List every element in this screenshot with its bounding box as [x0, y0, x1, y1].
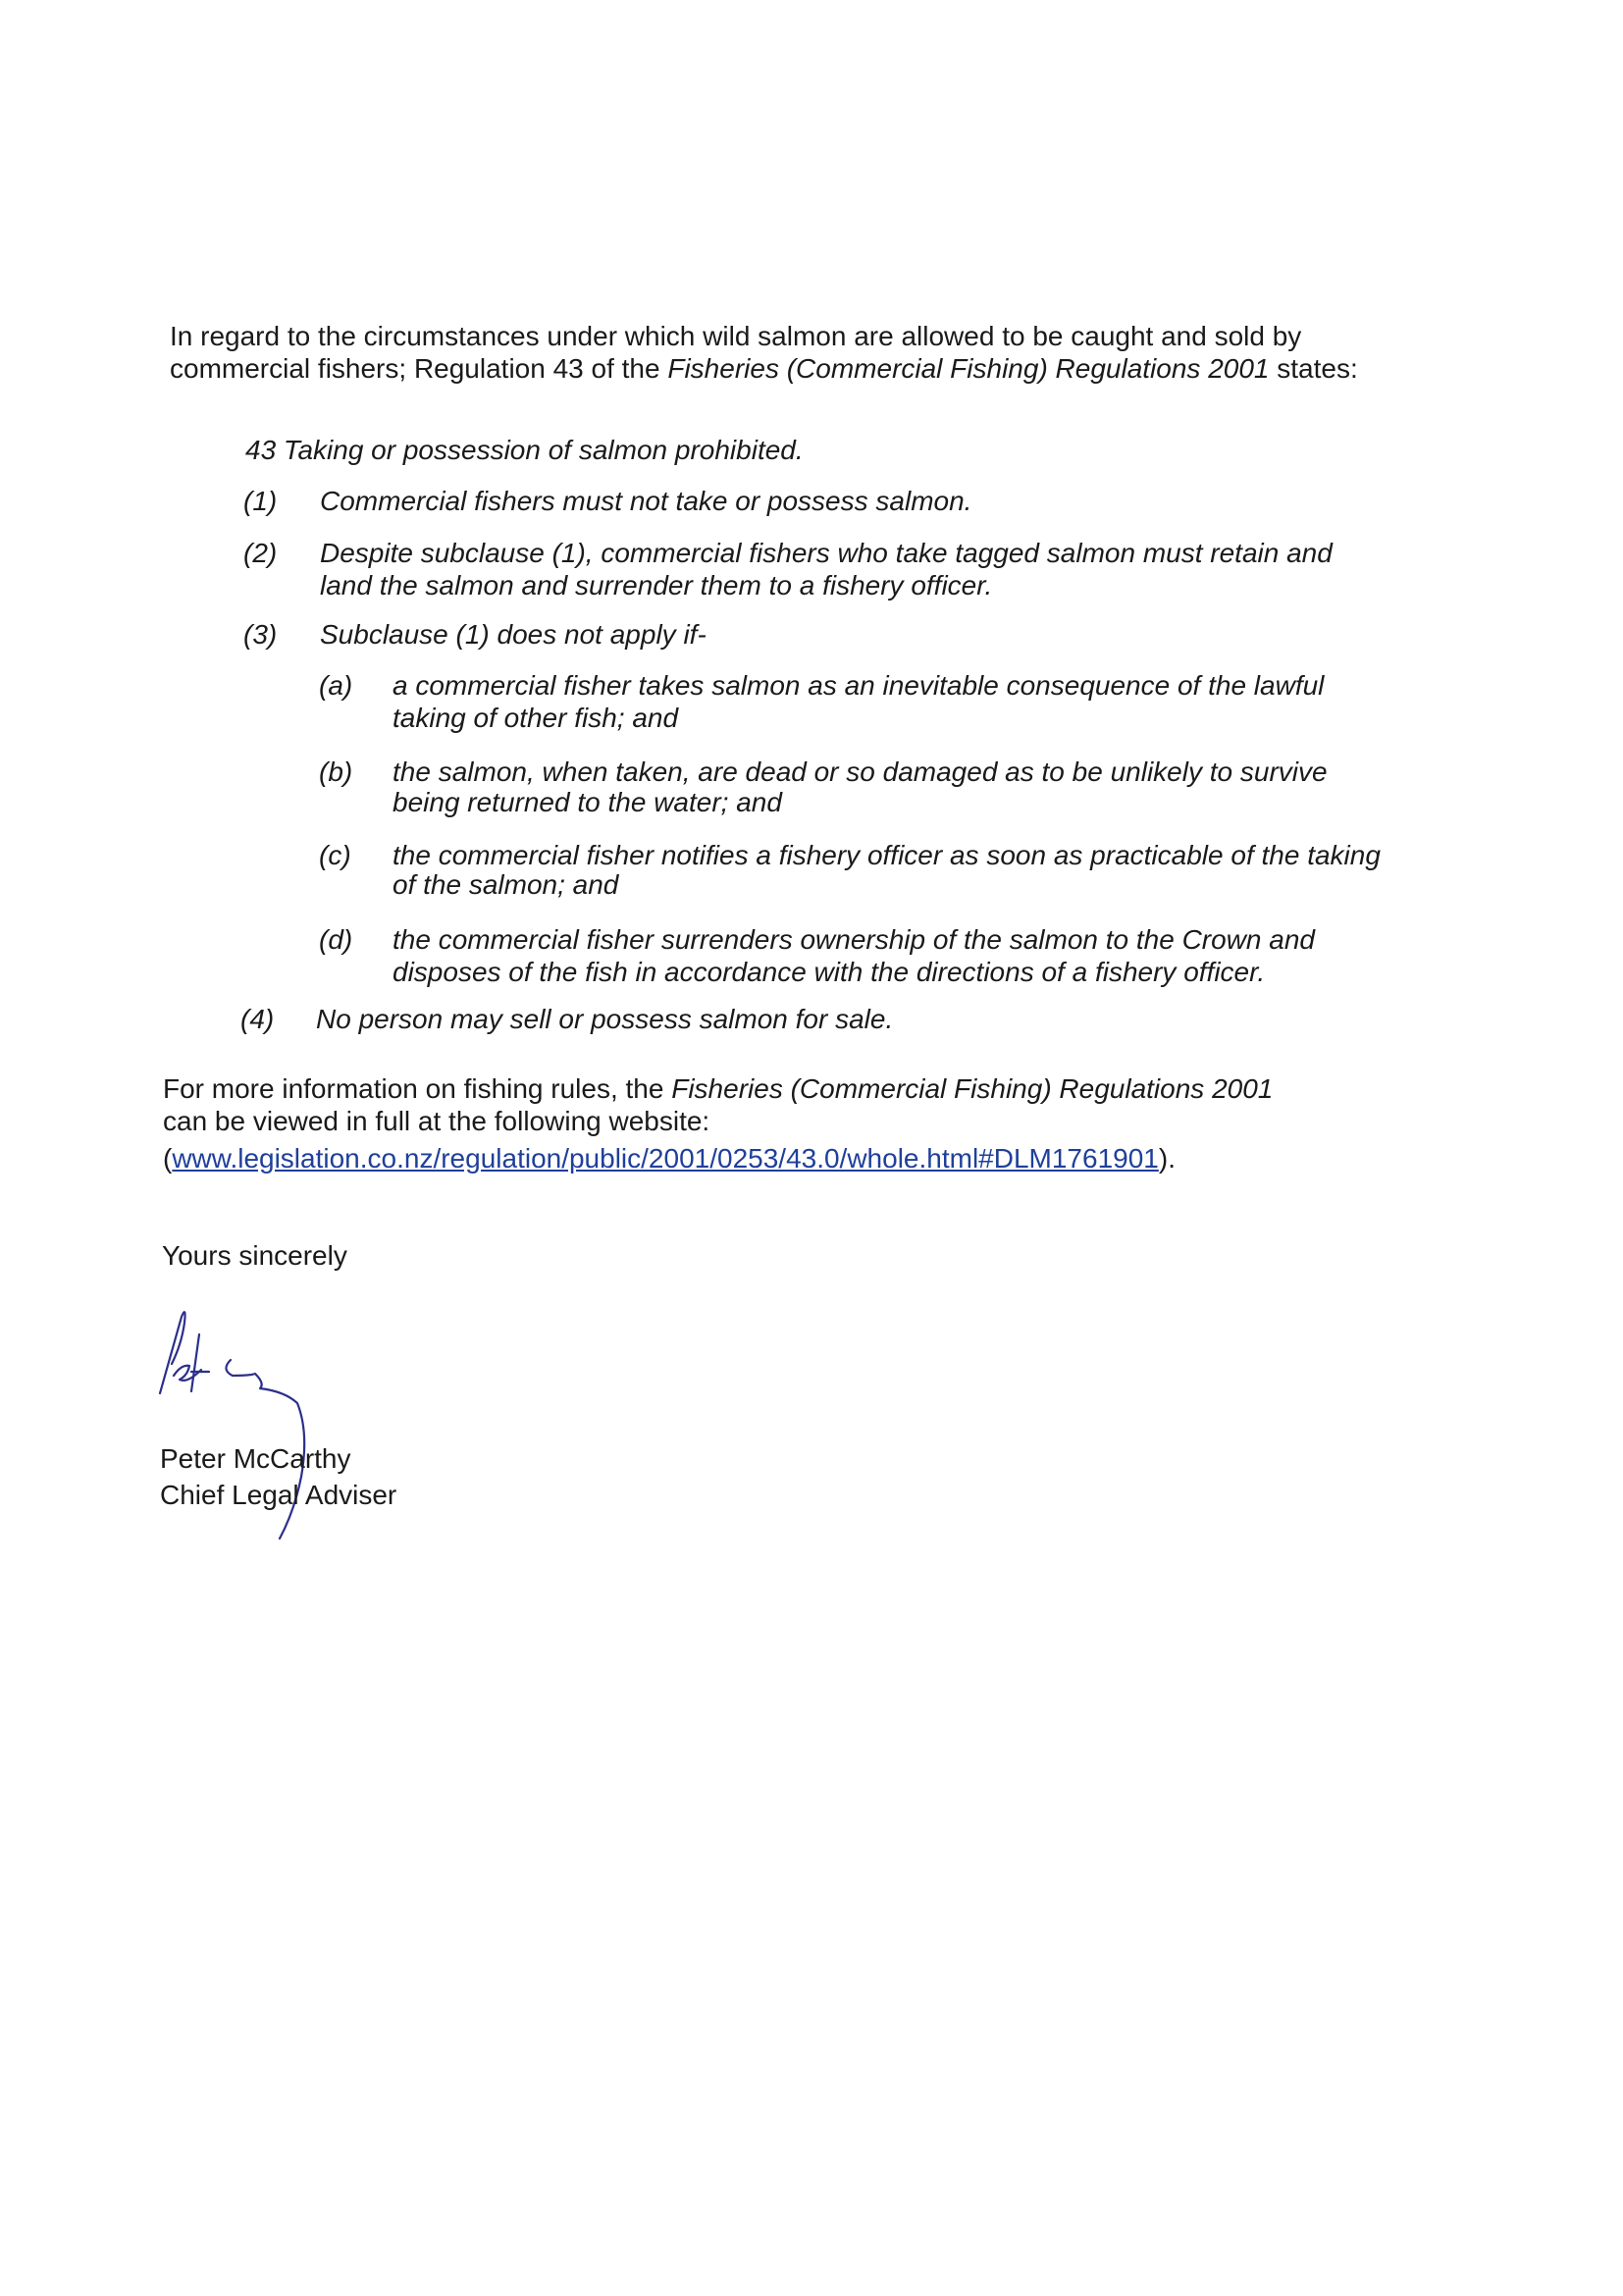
clause-text: No person may sell or possess salmon for sale. — [316, 1004, 894, 1034]
more-info-line-3 — [163, 1142, 1176, 1175]
subclause-label: (c) — [319, 840, 351, 870]
clause-label: (4) — [240, 1004, 275, 1034]
clause-text: Subclause (1) does not apply if- — [320, 619, 707, 650]
clause-label: (1) — [243, 486, 278, 516]
more-info-line-1 — [163, 1072, 1273, 1106]
subclause-text: the commercial fisher surrenders ownership of the salmon to the Crown and — [393, 924, 1315, 955]
more-info-text: For more information on fishing rules, the — [163, 1073, 672, 1104]
subclause-label: (a) — [319, 670, 353, 701]
signatory-name: Peter McCarthy — [160, 1443, 351, 1474]
subclause-label: (d) — [319, 924, 353, 955]
subclause-text: disposes of the fish in accordance with the directions of a fishery officer. — [393, 957, 1266, 987]
subclause-text: taking of other fish; and — [393, 703, 679, 733]
regulation-title: Fisheries (Commercial Fishing) Regulations 2001 — [671, 1073, 1274, 1104]
paren: ). — [1158, 1143, 1176, 1174]
subclause-label: (b) — [319, 757, 353, 787]
clause-text: Despite subclause (1), commercial fishers who take tagged salmon must retain and — [320, 538, 1333, 568]
closing: Yours sincerely — [162, 1240, 347, 1271]
more-info-line-2: can be viewed in full at the following website: — [163, 1106, 710, 1136]
clause-label: (3) — [243, 619, 278, 650]
clause-text: Commercial fishers must not take or possess salmon. — [320, 486, 972, 516]
subclause-text: being returned to the water; and — [393, 787, 782, 817]
subclause-text: the commercial fisher notifies a fishery officer as soon as practicable of the taking — [393, 840, 1381, 870]
clause-label: (2) — [243, 538, 278, 568]
subclause-text: a commercial fisher takes salmon as an inevitable consequence of the lawful — [393, 670, 1325, 701]
intro-line-1: In regard to the circumstances under which wild salmon are allowed to be caught and sold by — [170, 321, 1302, 351]
intro-text-end: states: — [1269, 353, 1358, 384]
signatory-title: Chief Legal Adviser — [160, 1480, 397, 1510]
intro-text: commercial fishers; Regulation 43 of the — [170, 353, 668, 384]
legislation-link[interactable]: www.legislation.co.nz/regulation/public/2001/0253/43.0/whole.html#DLM1761901 — [172, 1143, 1159, 1174]
intro-line-2 — [170, 352, 1358, 386]
clause-text: land the salmon and surrender them to a fishery officer. — [320, 570, 993, 600]
subclause-text: of the salmon; and — [393, 869, 619, 900]
paren: ( — [163, 1143, 173, 1174]
regulation-title: Fisheries (Commercial Fishing) Regulations 2001 — [667, 353, 1270, 384]
subclause-text: the salmon, when taken, are dead or so damaged as to be unlikely to survive — [393, 757, 1328, 787]
regulation-heading: 43 Taking or possession of salmon prohibited. — [245, 435, 804, 465]
